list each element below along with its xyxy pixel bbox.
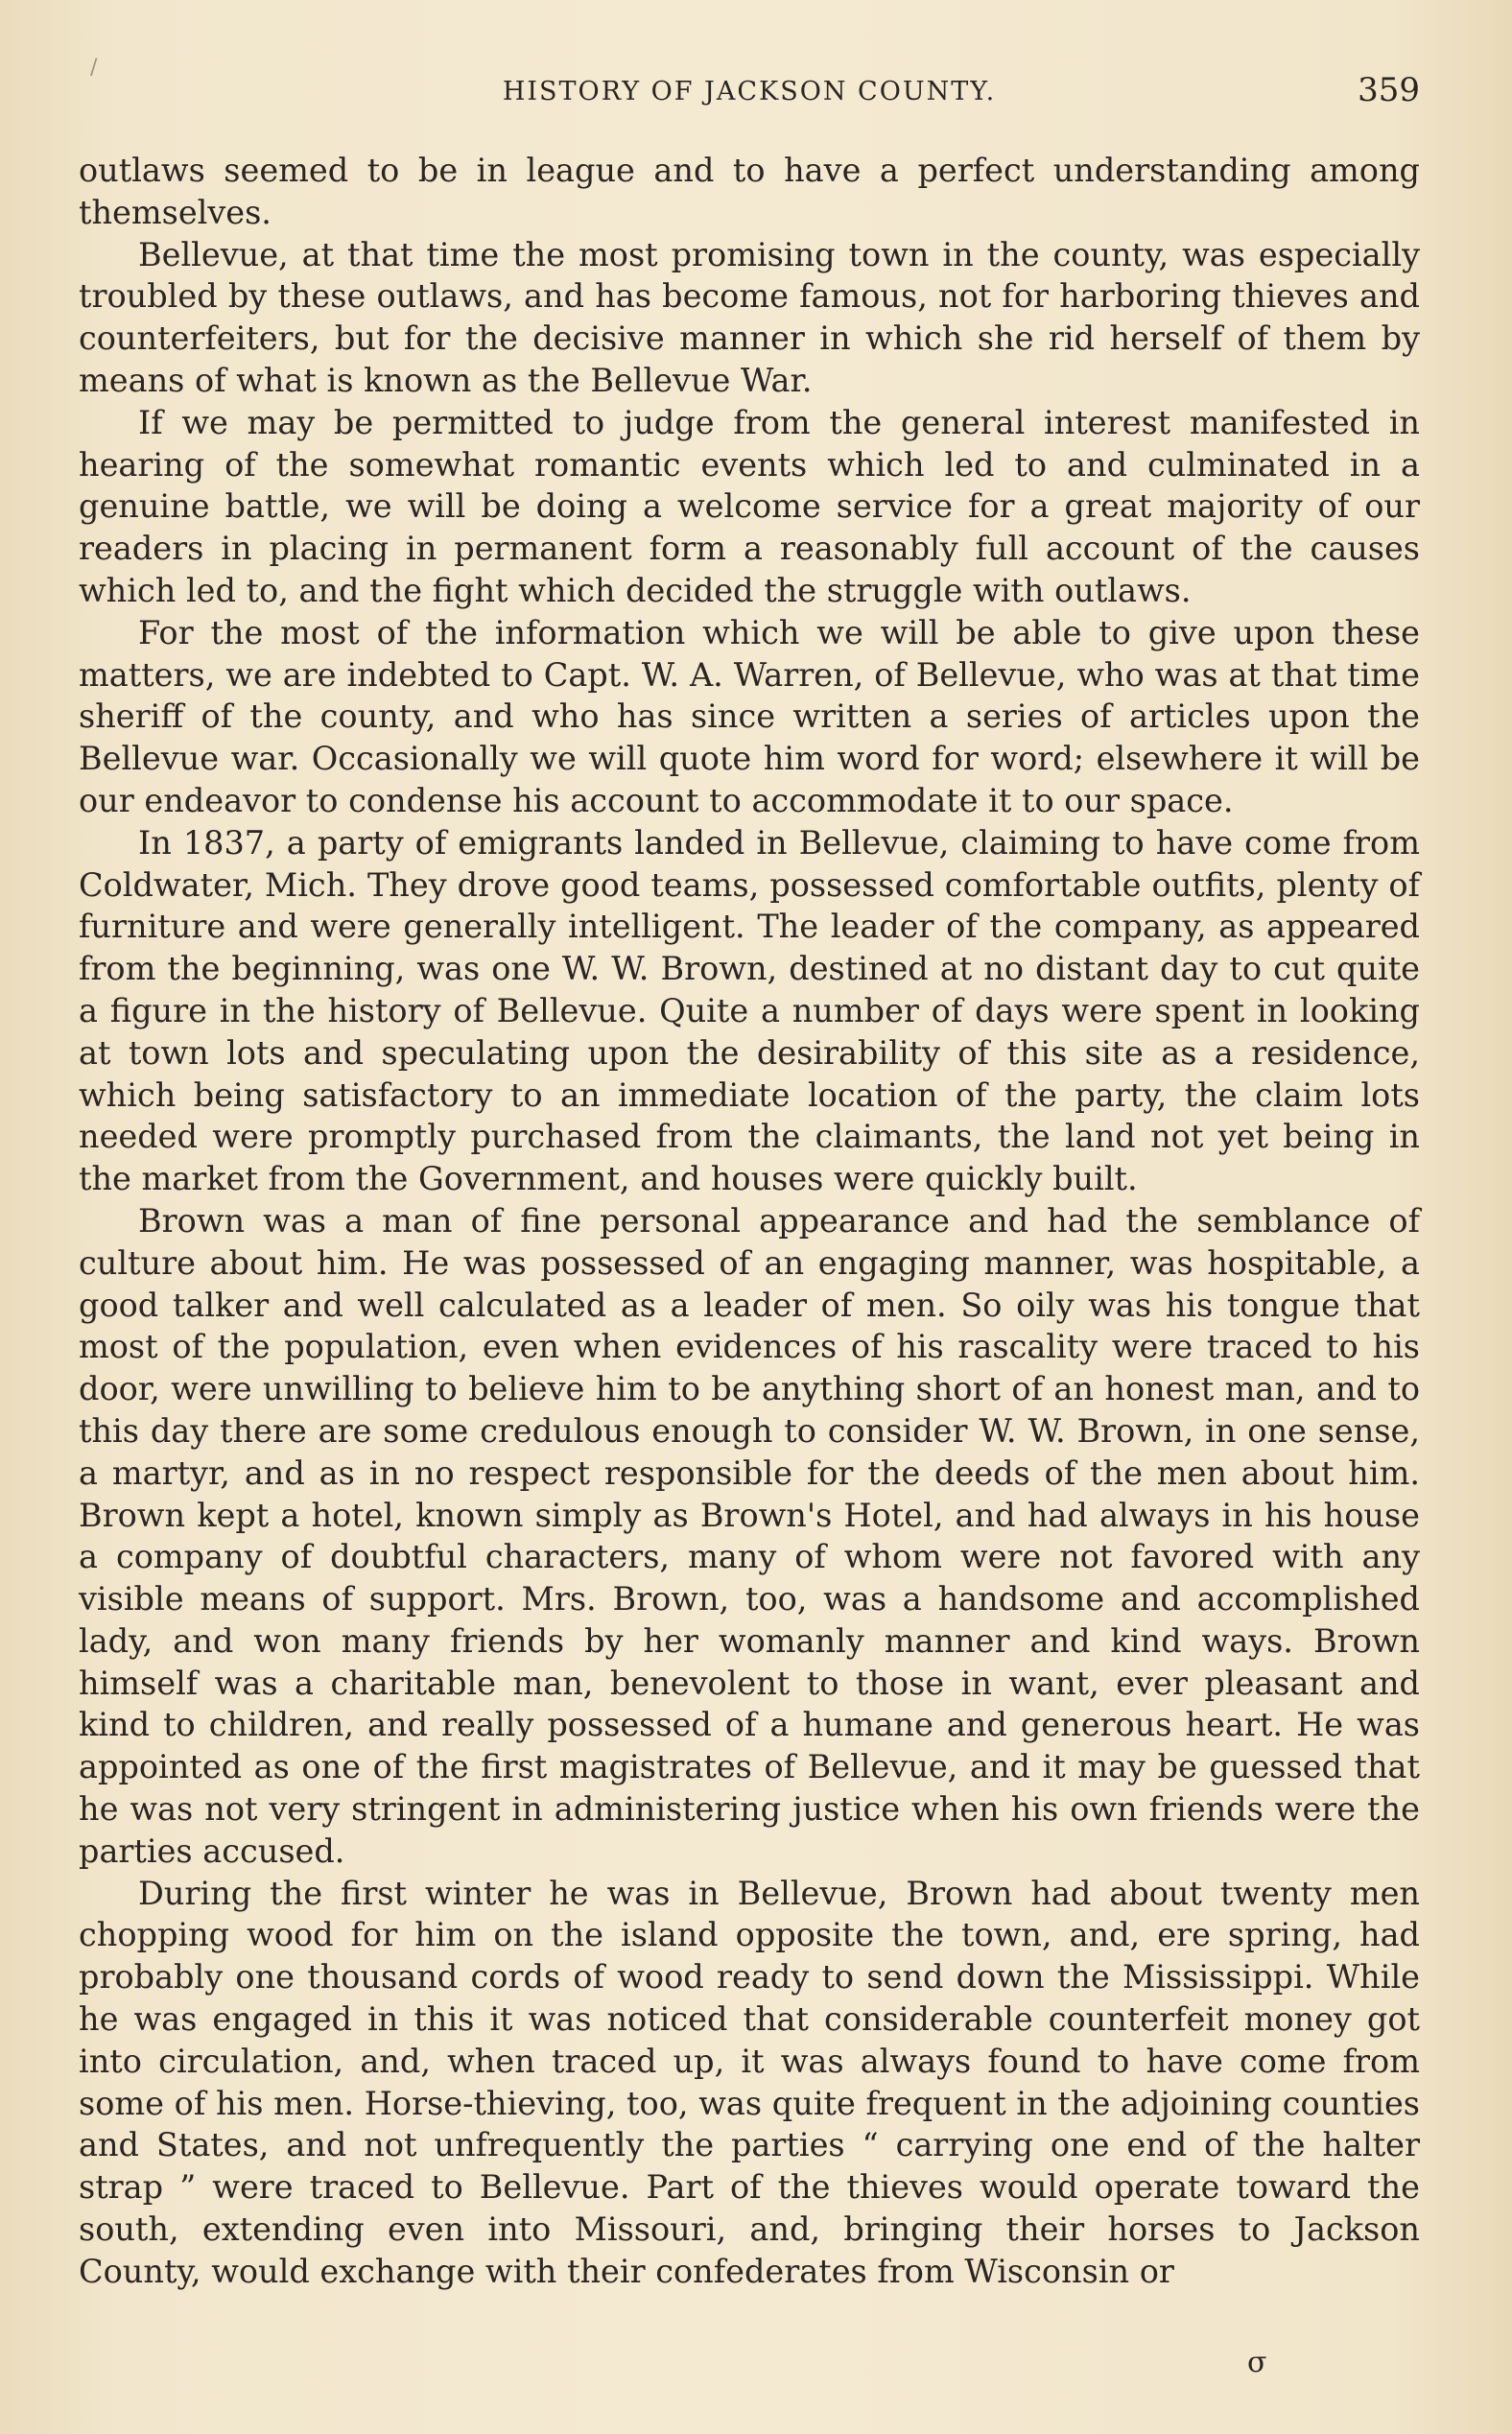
body-text — [79, 150, 1420, 2293]
paragraph: During the first winter he was in Bellevue, Brown had about twenty men chopping wood for him on the island opposite the town, and, ere spring, had probably one thousand cords of wood ready to send down the Mississippi. While he was engaged in this it was noticed that considerable counterfeit money got into circulation, and, when traced up, it was always found to have come from some of his men. Horse-thieving, too, was quite frequent in the adjoining counties and States, and not unfrequently the parties “ carrying one end of the halter strap ” were traced to Bellevue. Part of the thieves would operate toward the south, extending even into Missouri, and, bringing their horses to Jackson County, would exchange with their confederates from Wisconsin or — [79, 1874, 1420, 2290]
page-number: 359 — [1358, 71, 1420, 109]
running-title: HISTORY OF JACKSON COUNTY. — [502, 77, 997, 106]
paragraph: outlaws seemed to be in league and to have a perfect understanding among themselves. — [79, 152, 1420, 231]
paragraph: Bellevue, at that time the most promising town in the county, was especially troubled by these outlaws, and has become famous, not for harboring thieves and counterfeiters, but for the decisive manner in which she rid herself of them by means of what is known as the Bellevue War. — [79, 235, 1420, 399]
paragraph: For the most of the information which we will be able to give upon these matters, we are indebted to Capt. W. A. Warren, of Bellevue, who was at that time sheriff of the county, and who has since written a series of articles upon the Bellevue war. Occasionally we will quote him word for word; elsewhere it will be our endeavor to condense his account to accommodate it to our space. — [79, 613, 1420, 819]
page-header — [79, 69, 1420, 117]
paragraph: In 1837, a party of emigrants landed in Bellevue, claiming to have come from Coldwater, Mich. They drove good teams, possessed comfortable outfits, plenty of furniture and were generally intelligent. The leader of the company, as appeared from the beginning, was one W. W. Brown, destined at no distant day to cut quite a figure in the history of Bellevue. Quite a number of days were spent in looking at town lots and speculating upon the desirability of this site as a residence, which being satisfactory to an immediate location of the party, the claim lots needed were promptly purchased from the claimants, the land not yet being in the market from the Government, and houses were quickly built. — [79, 823, 1420, 1198]
stray-mark: / — [90, 56, 98, 80]
paragraph: If we may be permitted to judge from the general interest manifested in hearing of the somewhat romantic events which led to and culminated in a genuine battle, we will be doing a welcome service for a great majority of our readers in placing in permanent form a reasonably full account of the causes which led to, and the fight which decided the struggle with outlaws. — [79, 403, 1420, 609]
signature-mark: σ — [1247, 2346, 1267, 2379]
paragraph: Brown was a man of fine personal appearance and had the semblance of culture about him. He was possessed of an engaging manner, was hospitable, a good talker and well calculated as a leader of men. So oily was his tongue that most of the population, even when evidences of his rascality were traced to his door, were unwilling to believe him to be anything short of an honest man, and to this day there are some credulous enough to consider W. W. Brown, in one sense, a martyr, and as in no respect responsible for the deeds of the men about him. Brown kept a hotel, known simply as Brown's Hotel, and had always in his house a company of doubtful characters, many of whom were not favored with any visible means of support. Mrs. Brown, too, was a handsome and accomplished lady, and won many friends by her womanly manner and kind ways. Brown himself was a charitable man, benevolent to those in want, ever pleasant and kind to children, and really possessed of a humane and generous heart. He was appointed as one of the first magistrates of Bellevue, and it may be guessed that he was not very stringent in administering justice when his own friends were the parties accused. — [79, 1201, 1420, 1870]
